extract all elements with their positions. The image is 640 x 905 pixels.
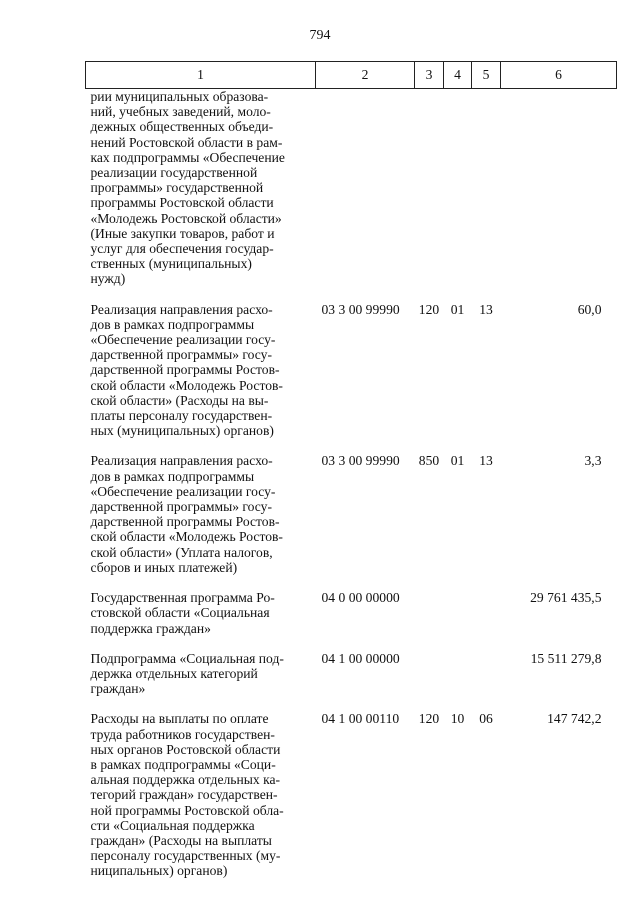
table-row (86, 636, 617, 697)
table-body (86, 89, 617, 879)
row-section (444, 575, 472, 636)
row-expense-type: 850 (418, 453, 440, 469)
row-expense-type: 120 (418, 711, 440, 727)
row-amount: 3,3 (584, 453, 602, 469)
table-row (86, 89, 617, 287)
row-section: 01 (450, 301, 465, 317)
header-col-2: 2 (316, 62, 415, 89)
row-name: Государственная программа Ро- стовской области «Социальная поддержка граждан» (90, 590, 275, 636)
row-expense-type (415, 636, 444, 697)
row-subsection: 13 (479, 301, 493, 317)
row-expense-type (415, 89, 444, 287)
row-subsection: 13 (479, 453, 493, 469)
header-col-3: 3 (415, 62, 444, 89)
row-amount: 15 511 279,8 (530, 650, 602, 666)
row-subsection (472, 575, 501, 636)
table-row (86, 287, 617, 439)
row-target-code: 04 1 00 00110 (321, 711, 400, 727)
header-col-5: 5 (472, 62, 501, 89)
row-section (444, 636, 472, 697)
row-amount: 60,0 (577, 301, 602, 317)
table-row (86, 438, 617, 575)
row-name: Реализация направления расхо- дов в рамках подпрограммы «Обеспечение реализации госу- дарственной программы» госу- дарственной программы Ростов- ской области «Молодежь Ростов- ской области» (Уплата налогов, сборов и иных платежей) (90, 453, 283, 575)
row-target-code: 04 1 00 00000 (321, 650, 400, 666)
row-amount: 29 761 435,5 (530, 590, 602, 606)
header-col-1: 1 (86, 62, 316, 89)
table-header (86, 62, 617, 89)
table-row (86, 696, 617, 878)
row-target-code: 03 3 00 99990 (321, 453, 400, 469)
row-amount: 147 742,2 (547, 711, 602, 727)
row-section: 01 (450, 453, 465, 469)
row-name: Реализация направления расхо- дов в рамках подпрограммы «Обеспечение реализации госу- дарственной программы» госу- дарственной программы Ростов- ской области «Молодежь Ростов- ской области» (Расходы на вы- платы персоналу государствен- ных (муниципальных) органов) (90, 301, 283, 439)
page-number: 794 (309, 28, 331, 43)
row-subsection (472, 636, 501, 697)
row-target-code (316, 89, 415, 287)
header-row (86, 62, 617, 89)
row-name: Подпрограмма «Социальная под- держка отдельных категорий граждан» (90, 650, 284, 697)
row-section: 10 (450, 711, 465, 727)
row-expense-type (415, 575, 444, 636)
header-col-6: 6 (501, 62, 617, 89)
row-name: Расходы на выплаты по оплате труда работников государствен- ных органов Ростовской области в рамках подпрограммы «Соци- альная поддержка отдельных ка- тегорий граждан» государствен- ной программы Ростовской обла- сти «Социальная поддержка граждан» (Расходы на выплаты персоналу государственных (му- ниципальных) органов) (90, 711, 284, 879)
header-col-4: 4 (444, 62, 472, 89)
row-target-code: 03 3 00 99990 (321, 301, 400, 317)
table-row (86, 575, 617, 636)
row-target-code: 04 0 00 00000 (321, 590, 400, 606)
row-subsection: 06 (479, 711, 493, 727)
row-subsection (472, 89, 501, 287)
row-expense-type: 120 (418, 301, 440, 317)
row-amount (501, 89, 617, 287)
budget-table (85, 61, 617, 879)
row-section (444, 89, 472, 287)
row-name: рии муниципальных образова- ний, учебных заведений, моло- дежных общественных объеди- нений Ростовской области в рам- ках подпрограммы «Обеспечение реализации государственной программы» государственной программы Ростовской области «Молодежь Ростовской области» (Иные закупки товаров, работ и услуг для обеспечения государ- ственных (муниципальных) нужд) (90, 89, 285, 287)
